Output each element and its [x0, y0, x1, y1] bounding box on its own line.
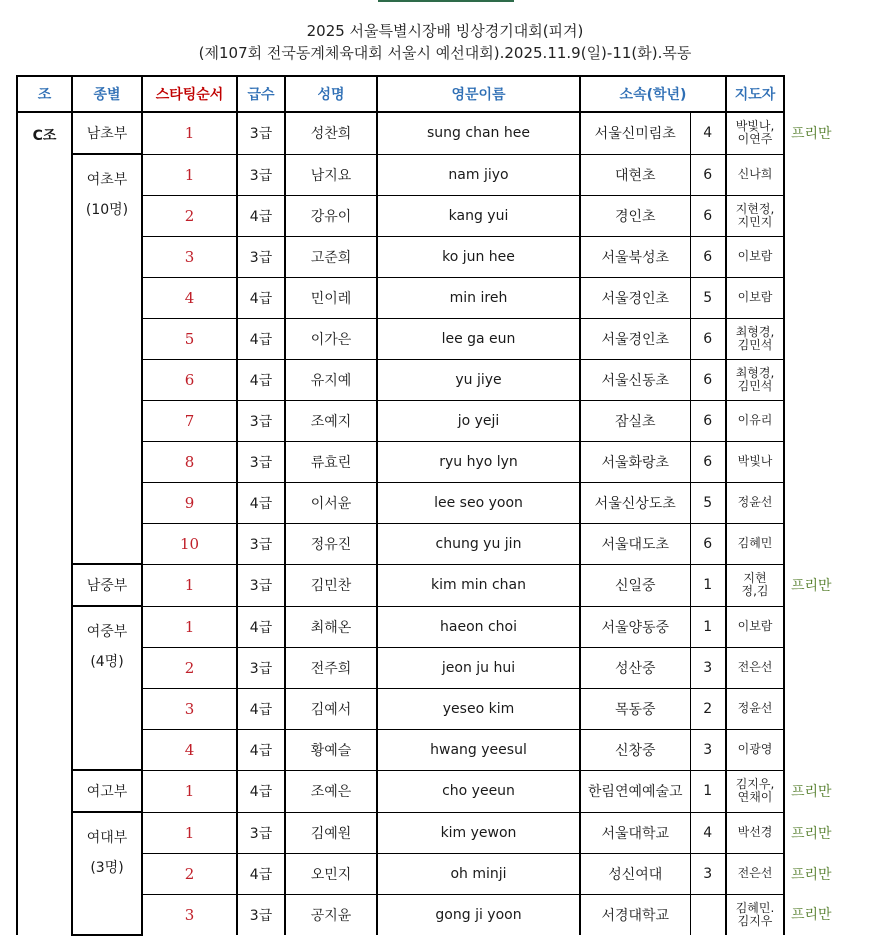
- school-cell: 서울신미림초: [580, 112, 690, 154]
- school-cell: 목동중: [580, 688, 690, 729]
- grade-cell: 3급: [237, 523, 285, 564]
- table-row: [17, 441, 844, 482]
- english-name-cell: ko jun hee: [377, 236, 580, 277]
- note-cell: 프리만: [791, 907, 832, 924]
- english-name-cell: kang yui: [377, 195, 580, 236]
- starting-order-cell: 10: [142, 523, 237, 564]
- english-name-cell: jeon ju hui: [377, 647, 580, 688]
- document-subtitle: (제107회 전국동계체육대회 서울시 예선대회).2025.11.9(일)-11(화).목동: [198, 44, 692, 62]
- grade-cell: 4급: [237, 195, 285, 236]
- school-cell: 서경대학교: [580, 894, 690, 935]
- note-cell: [784, 277, 844, 318]
- english-name-cell: gong ji yoon: [377, 894, 580, 935]
- school-year-cell: 5: [690, 277, 726, 318]
- table-row: [17, 853, 844, 894]
- english-name-cell: lee seo yoon: [377, 482, 580, 523]
- coach-cell: 김지우, 연채이: [726, 770, 784, 812]
- school-year-cell: 6: [690, 236, 726, 277]
- coach-cell: 김혜민: [726, 523, 784, 564]
- note-cell: [784, 441, 844, 482]
- table-row: [17, 729, 844, 770]
- skater-name-cell: 오민지: [285, 853, 377, 894]
- english-name-cell: kim yewon: [377, 812, 580, 853]
- table-row: [17, 236, 844, 277]
- school-year-cell: 3: [690, 853, 726, 894]
- skater-name-cell: 민이레: [285, 277, 377, 318]
- coach-cell: 박빛나, 이연주: [726, 112, 784, 154]
- english-name-cell: lee ga eun: [377, 318, 580, 359]
- english-name-cell: cho yeeun: [377, 770, 580, 812]
- starting-order-cell: 2: [142, 853, 237, 894]
- grade-cell: 4급: [237, 359, 285, 400]
- skater-name-cell: 김예원: [285, 812, 377, 853]
- starting-order-cell: 2: [142, 195, 237, 236]
- header-coach: 지도자: [726, 76, 784, 112]
- note-cell: [784, 400, 844, 441]
- school-year-cell: 6: [690, 441, 726, 482]
- school-cell: 신창중: [580, 729, 690, 770]
- grade-cell: 4급: [237, 688, 285, 729]
- skater-name-cell: 김예서: [285, 688, 377, 729]
- coach-cell: 이유리: [726, 400, 784, 441]
- coach-cell: 이보람: [726, 606, 784, 647]
- starting-order-cell: 6: [142, 359, 237, 400]
- grade-cell: 3급: [237, 812, 285, 853]
- division-cell: 남중부: [72, 564, 142, 606]
- table-row: [17, 647, 844, 688]
- division-cell: 여대부 (3명): [72, 812, 142, 935]
- table-row: [17, 318, 844, 359]
- skater-name-cell: 최해온: [285, 606, 377, 647]
- table-row: [17, 812, 844, 853]
- document-title: 2025 서울특별시장배 빙상경기대회(피겨): [306, 22, 584, 40]
- english-name-cell: kim min chan: [377, 564, 580, 606]
- english-name-cell: ryu hyo lyn: [377, 441, 580, 482]
- coach-cell: 최형경, 김민석: [726, 359, 784, 400]
- entry-table: [16, 75, 845, 936]
- note-cell: 프리만: [791, 126, 832, 142]
- school-cell: 서울대학교: [580, 812, 690, 853]
- header-note-blank: [784, 76, 844, 112]
- coach-cell: 이광영: [726, 729, 784, 770]
- starting-order-cell: 8: [142, 441, 237, 482]
- coach-cell: 박선경: [726, 812, 784, 853]
- english-name-cell: yeseo kim: [377, 688, 580, 729]
- school-cell: 성신여대: [580, 853, 690, 894]
- table-row: [17, 154, 844, 195]
- starting-order-cell: 9: [142, 482, 237, 523]
- grade-cell: 3급: [237, 647, 285, 688]
- table-row: [17, 564, 844, 606]
- school-cell: 서울화랑초: [580, 441, 690, 482]
- table-body: [17, 112, 844, 935]
- table-row: [17, 359, 844, 400]
- school-year-cell: 4: [690, 112, 726, 154]
- grade-cell: 3급: [237, 154, 285, 195]
- note-cell: [784, 236, 844, 277]
- note-cell: 프리만: [791, 825, 832, 842]
- table-row: [17, 523, 844, 564]
- starting-order-cell: 5: [142, 318, 237, 359]
- top-accent-line: [378, 0, 514, 2]
- skater-name-cell: 조예은: [285, 770, 377, 812]
- note-cell: [784, 195, 844, 236]
- skater-name-cell: 남지요: [285, 154, 377, 195]
- note-cell: [784, 647, 844, 688]
- starting-order-cell: 1: [142, 812, 237, 853]
- coach-cell: 정윤선: [726, 688, 784, 729]
- division-cell: 여중부 (4명): [72, 606, 142, 770]
- english-name-cell: jo yeji: [377, 400, 580, 441]
- starting-order-cell: 3: [142, 236, 237, 277]
- skater-name-cell: 조예지: [285, 400, 377, 441]
- english-name-cell: oh minji: [377, 853, 580, 894]
- school-year-cell: 6: [690, 523, 726, 564]
- skater-name-cell: 유지예: [285, 359, 377, 400]
- school-cell: 서울경인초: [580, 277, 690, 318]
- coach-cell: 지현 정,김: [726, 564, 784, 606]
- coach-cell: 정윤선: [726, 482, 784, 523]
- school-year-cell: 6: [690, 359, 726, 400]
- note-cell: 프리만: [791, 578, 832, 594]
- table-row: [17, 606, 844, 647]
- school-cell: 대현초: [580, 154, 690, 195]
- note-cell: [784, 482, 844, 523]
- english-name-cell: min ireh: [377, 277, 580, 318]
- skater-name-cell: 전주희: [285, 647, 377, 688]
- skater-name-cell: 성찬희: [285, 112, 377, 154]
- table-row: [17, 482, 844, 523]
- skater-name-cell: 정유진: [285, 523, 377, 564]
- skater-name-cell: 강유이: [285, 195, 377, 236]
- english-name-cell: hwang yeesul: [377, 729, 580, 770]
- table-row: [17, 894, 844, 935]
- note-cell: [784, 154, 844, 195]
- table-row: [17, 770, 844, 812]
- starting-order-cell: 4: [142, 729, 237, 770]
- grade-cell: 4급: [237, 606, 285, 647]
- skater-name-cell: 고준희: [285, 236, 377, 277]
- table-row: [17, 195, 844, 236]
- starting-order-cell: 1: [142, 154, 237, 195]
- note-cell: [784, 359, 844, 400]
- skater-name-cell: 류효린: [285, 441, 377, 482]
- school-year-cell: 3: [690, 729, 726, 770]
- table-row: [17, 277, 844, 318]
- school-cell: 경인초: [580, 195, 690, 236]
- grade-cell: 4급: [237, 729, 285, 770]
- school-cell: 성산중: [580, 647, 690, 688]
- school-year-cell: 1: [690, 770, 726, 812]
- header-name: 성명: [285, 76, 377, 112]
- starting-order-cell: 1: [142, 606, 237, 647]
- note-cell: [784, 729, 844, 770]
- grade-cell: 4급: [237, 482, 285, 523]
- starting-order-cell: 1: [142, 112, 237, 154]
- skater-name-cell: 공지윤: [285, 894, 377, 935]
- school-year-cell: 2: [690, 688, 726, 729]
- school-cell: 서울대도초: [580, 523, 690, 564]
- group-cell: C조: [17, 112, 72, 935]
- school-year-cell: 4: [690, 812, 726, 853]
- coach-cell: 전은선: [726, 647, 784, 688]
- coach-cell: 신나희: [726, 154, 784, 195]
- grade-cell: 4급: [237, 277, 285, 318]
- coach-cell: 전은선: [726, 853, 784, 894]
- table-header-row: [17, 76, 844, 112]
- school-cell: 서울신상도초: [580, 482, 690, 523]
- starting-order-cell: 1: [142, 564, 237, 606]
- starting-order-cell: 3: [142, 894, 237, 935]
- starting-order-cell: 1: [142, 770, 237, 812]
- grade-cell: 3급: [237, 564, 285, 606]
- grade-cell: 3급: [237, 400, 285, 441]
- school-cell: 잠실초: [580, 400, 690, 441]
- school-cell: 서울신동초: [580, 359, 690, 400]
- coach-cell: 최형경, 김민석: [726, 318, 784, 359]
- grade-cell: 3급: [237, 894, 285, 935]
- starting-order-cell: 7: [142, 400, 237, 441]
- note-cell: [784, 318, 844, 359]
- english-name-cell: haeon choi: [377, 606, 580, 647]
- school-year-cell: 6: [690, 154, 726, 195]
- grade-cell: 3급: [237, 112, 285, 154]
- header-group: 조: [17, 76, 72, 112]
- grade-cell: 3급: [237, 236, 285, 277]
- school-year-cell: 6: [690, 318, 726, 359]
- school-year-cell: 6: [690, 195, 726, 236]
- division-cell: 여초부 (10명): [72, 154, 142, 564]
- starting-order-cell: 4: [142, 277, 237, 318]
- school-year-cell: [690, 894, 726, 935]
- division-cell: 남초부: [72, 112, 142, 154]
- school-year-cell: 5: [690, 482, 726, 523]
- school-cell: 서울양동중: [580, 606, 690, 647]
- header-grade: 급수: [237, 76, 285, 112]
- skater-name-cell: 김민찬: [285, 564, 377, 606]
- grade-cell: 4급: [237, 853, 285, 894]
- coach-cell: 박빛나: [726, 441, 784, 482]
- table-row: [17, 112, 844, 154]
- division-cell: 여고부: [72, 770, 142, 812]
- english-name-cell: nam jiyo: [377, 154, 580, 195]
- header-english-name: 영문이름: [377, 76, 580, 112]
- starting-order-cell: 2: [142, 647, 237, 688]
- grade-cell: 3급: [237, 441, 285, 482]
- starting-order-cell: 3: [142, 688, 237, 729]
- school-cell: 신일중: [580, 564, 690, 606]
- grade-cell: 4급: [237, 770, 285, 812]
- english-name-cell: sung chan hee: [377, 112, 580, 154]
- header-division: 종별: [72, 76, 142, 112]
- coach-cell: 지현정, 지민지: [726, 195, 784, 236]
- school-cell: 서울경인초: [580, 318, 690, 359]
- english-name-cell: yu jiye: [377, 359, 580, 400]
- note-cell: 프리만: [791, 784, 832, 800]
- school-cell: 한림연예예술고: [580, 770, 690, 812]
- coach-cell: 이보람: [726, 236, 784, 277]
- school-year-cell: 6: [690, 400, 726, 441]
- skater-name-cell: 이서윤: [285, 482, 377, 523]
- english-name-cell: chung yu jin: [377, 523, 580, 564]
- grade-cell: 4급: [237, 318, 285, 359]
- header-school-year: 소속(학년): [580, 76, 726, 112]
- note-cell: [784, 606, 844, 647]
- coach-cell: 김혜민. 김지우: [726, 894, 784, 935]
- table-row: [17, 688, 844, 729]
- skater-name-cell: 황예슬: [285, 729, 377, 770]
- header-starting-order: 스타팅순서: [142, 76, 237, 112]
- coach-cell: 이보람: [726, 277, 784, 318]
- school-year-cell: 1: [690, 564, 726, 606]
- school-year-cell: 1: [690, 606, 726, 647]
- skater-name-cell: 이가은: [285, 318, 377, 359]
- note-cell: [784, 688, 844, 729]
- table-row: [17, 400, 844, 441]
- school-year-cell: 3: [690, 647, 726, 688]
- school-cell: 서울북성초: [580, 236, 690, 277]
- note-cell: 프리만: [791, 866, 832, 883]
- note-cell: [784, 523, 844, 564]
